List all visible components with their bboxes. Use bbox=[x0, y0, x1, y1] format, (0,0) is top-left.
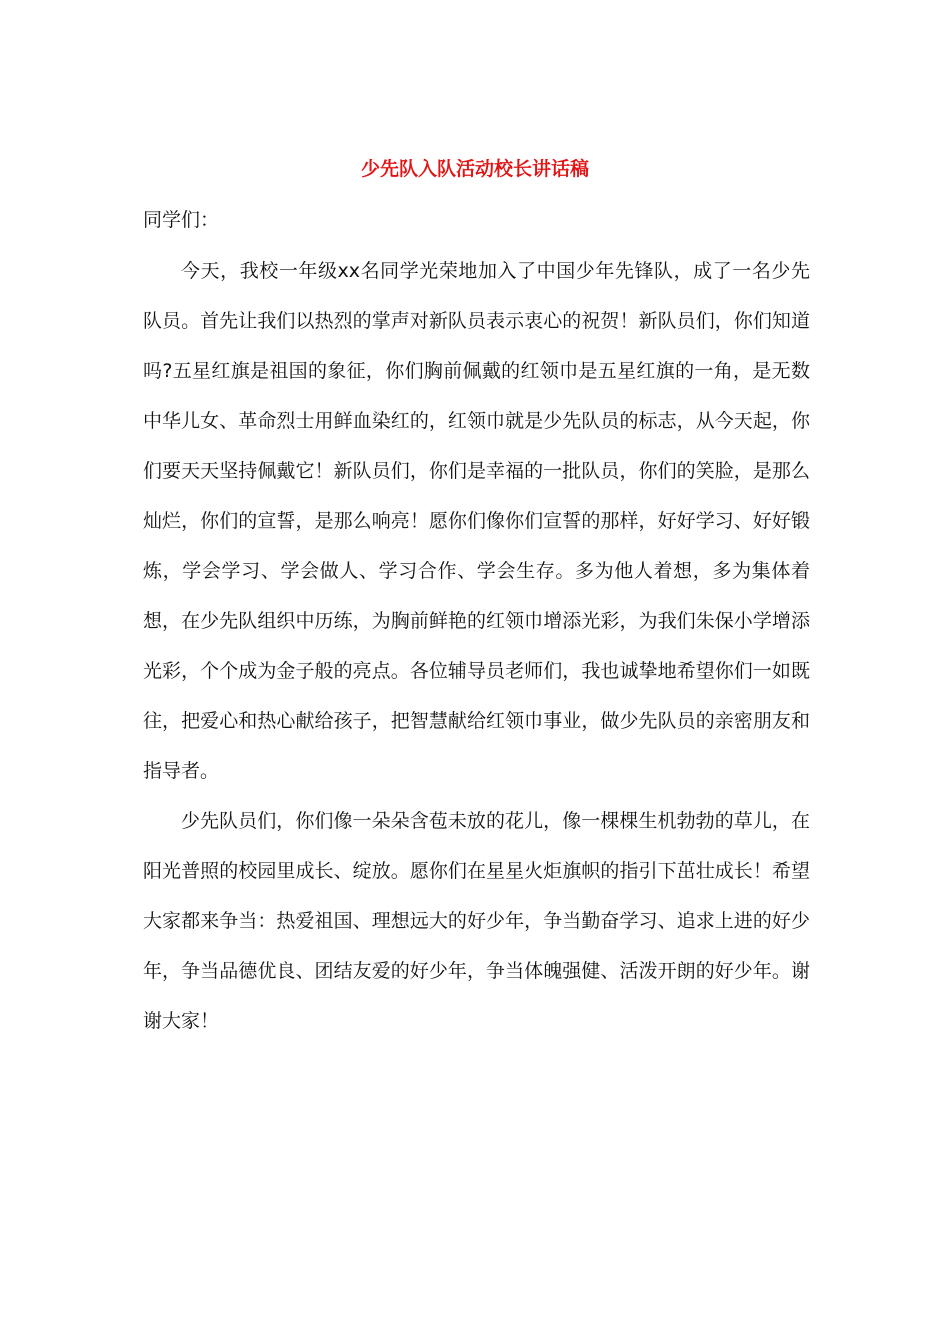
paragraph-1: 今天，我校一年级xx名同学光荣地加入了中国少年先锋队，成了一名少先队员。首先让我们以热烈的掌声对新队员表示衷心的祝贺！新队员们，你们知道吗?五星红旗是祖国的象征，你们胸前佩戴的红领巾是五星红旗的一角，是无数中华儿女、革命烈士用鲜血染红的，红领巾就是少先队员的标志，从今天起，你们要天天坚持佩戴它！新队员们，你们是幸福的一批队员，你们的笑脸，是那么灿烂，你们的宣誓，是那么响亮！愿你们像你们宣誓的那样，好好学习、好好锻炼，学会学习、学会做人、学习合作、学会生存。多为他人着想，多为集体着想，在少先队组织中历练，为胸前鲜艳的红领巾增添光彩，为我们朱保小学增添光彩，个个成为金子般的亮点。各位辅导员老师们，我也诚挚地希望你们一如既往，把爱心和热心献给孩子，把智慧献给红领巾事业，做少先队员的亲密朋友和指导者。 bbox=[143, 260, 810, 782]
document-body bbox=[143, 200, 810, 1046]
salutation: 同学们： bbox=[143, 209, 220, 231]
document-title: 少先队入队活动校长讲话稿 bbox=[360, 158, 589, 180]
paragraph-2: 少先队员们，你们像一朵朵含苞未放的花儿，像一棵棵生机勃勃的草儿，在阳光普照的校园里成长、绽放。愿你们在星星火炬旗帜的指引下茁壮成长！希望大家都来争当：热爱祖国、理想远大的好少年，争当勤奋学习、追求上进的好少年，争当品德优良、团结友爱的好少年，争当体魄强健、活泼开朗的好少年。谢谢大家！ bbox=[143, 810, 810, 1032]
